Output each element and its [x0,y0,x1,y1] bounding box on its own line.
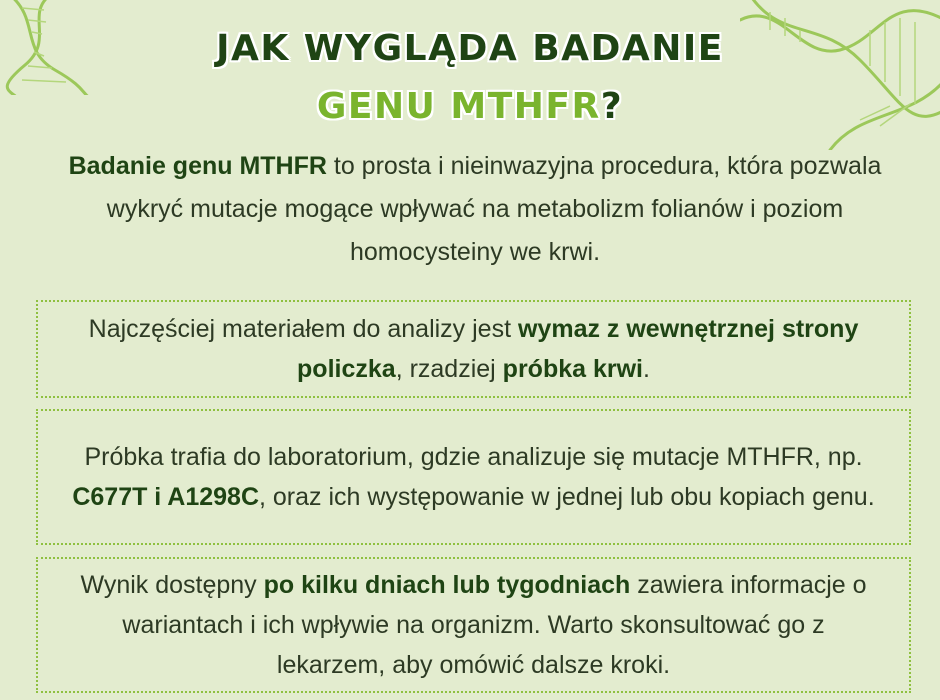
page-title [0,20,940,136]
title-accent: GENU MTHFR [316,86,601,127]
info-box-result [36,557,911,693]
bold-segment: C677T i A1298C [72,483,259,511]
info-box-text [68,437,879,517]
title-line-1: JAK WYGLĄDA BADANIE [216,28,724,69]
bold-segment: wymaz z wewnętrznej strony policzka [297,315,859,383]
text-segment: Wynik dostępny [80,571,264,599]
info-box-laboratory [36,409,911,545]
info-box-text [68,565,879,685]
bold-segment: po kilku dniach lub tygodniach [263,571,631,599]
info-box-material [36,300,911,398]
info-box-text [68,309,879,389]
text-segment: Najczęściej materiałem do analizy jest [88,315,518,343]
title-line-2 [0,78,940,136]
intro-text: to prosta i nieinwazyjna procedura, która pozwala wykryć mutacje mogące wpływać na metabolizm folianów i poziom homocysteiny we krwi. [106,152,882,266]
text-segment: , oraz ich występowanie w jednej lub obu kopiach genu. [259,483,875,511]
bold-segment: próbka krwi [502,355,643,383]
text-segment: . [643,355,650,383]
text-segment: , rzadziej [395,355,503,383]
intro-bold: Badanie genu MTHFR [68,152,327,180]
text-segment: Próbka trafia do laboratorium, gdzie analizuje się mutacje MTHFR, np. [84,443,863,471]
text-segment: zawiera informacje o wariantach i ich wpływie na organizm. Warto skonsultować go z lekarzem, aby omówić dalsze kroki. [122,571,867,679]
intro-paragraph [40,145,910,274]
title-question-mark: ? [600,86,624,127]
